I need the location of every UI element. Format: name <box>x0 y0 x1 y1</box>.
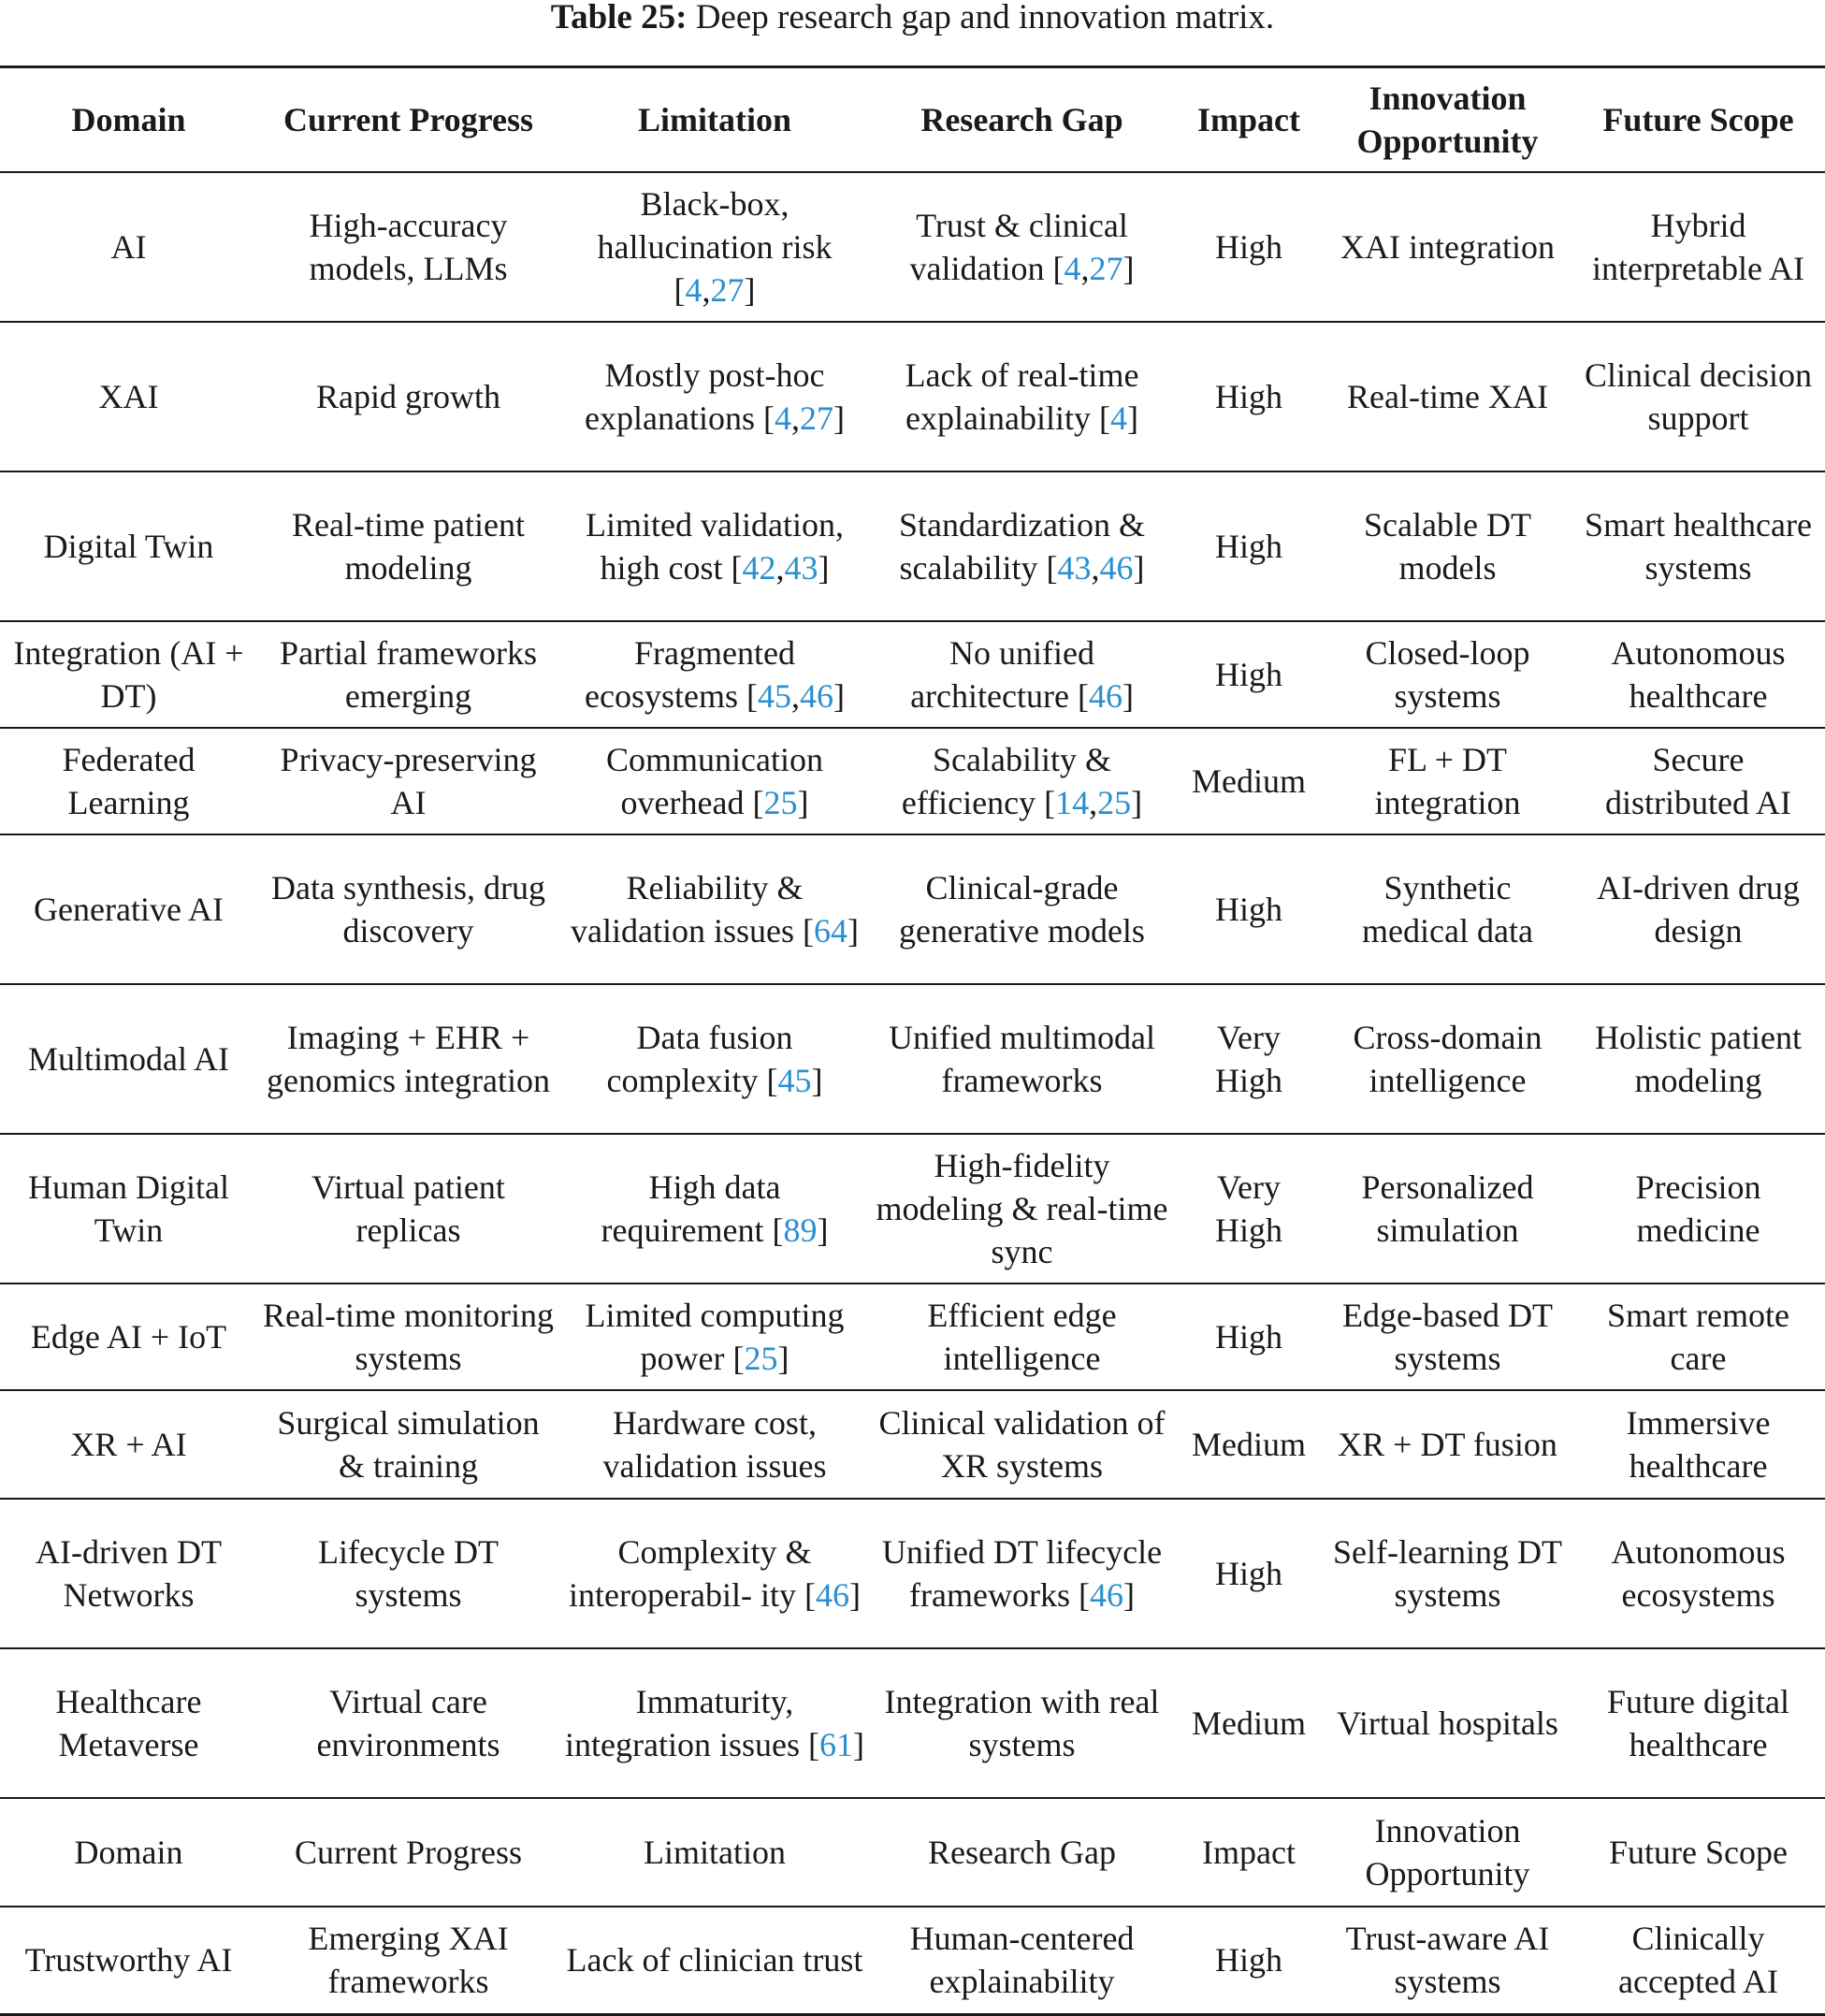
cell-innovation-opportunity: Trust-aware AI systems <box>1324 1907 1572 2015</box>
cell-innovation-opportunity <box>1324 621 1572 728</box>
cell-innovation-opportunity <box>1324 1648 1572 1798</box>
cell-text: Autonomous ecosystems <box>1611 1532 1786 1614</box>
cell-future-scope <box>1572 984 1825 1134</box>
cell-text: Clinical-grade generative models <box>899 868 1145 950</box>
cell-domain <box>0 471 257 621</box>
citation-link[interactable]: 43 <box>1057 548 1092 587</box>
cell-text: , <box>790 676 800 715</box>
cell-limitation <box>559 172 870 322</box>
cell-future-scope <box>1572 1648 1825 1798</box>
cell-text: ] <box>744 270 756 309</box>
citation-link[interactable]: 25 <box>744 1339 778 1377</box>
cell-limitation <box>559 984 870 1134</box>
cell-text: Medium <box>1192 1425 1306 1463</box>
table-row <box>0 984 1825 1134</box>
cell-text: ] <box>1123 1575 1135 1614</box>
cell-domain <box>0 728 257 834</box>
citation-link[interactable]: 45 <box>777 1061 812 1099</box>
cell-text: ] <box>1131 783 1143 821</box>
cell-innovation-opportunity <box>1324 1390 1572 1499</box>
cell-text: High-fidelity modeling & real-time sync <box>876 1146 1168 1270</box>
cell-current-progress <box>257 322 559 471</box>
cell-future-scope <box>1572 834 1825 984</box>
cell-domain <box>0 621 257 728</box>
cell-text: AI <box>110 227 147 266</box>
citation-link[interactable]: 61 <box>818 1725 853 1763</box>
repeat-header-research-gap: Research Gap <box>870 1798 1174 1907</box>
cell-innovation-opportunity <box>1324 728 1572 834</box>
cell-current-progress: Emerging XAI frameworks <box>257 1907 559 2015</box>
cell-text: Hybrid interpretable AI <box>1592 206 1804 287</box>
cell-text: Virtual hospitals <box>1337 1704 1558 1742</box>
cell-text: , <box>1091 548 1100 587</box>
cell-text: Reliability & validation issues [ <box>571 868 814 950</box>
cell-text: Synthetic medical data <box>1362 868 1533 950</box>
cell-impact <box>1174 1134 1324 1284</box>
repeat-header-domain: Domain <box>0 1798 257 1907</box>
cell-text: Medium <box>1192 1704 1306 1742</box>
cell-text: Virtual patient replicas <box>311 1168 505 1249</box>
cell-text: FL + DT integration <box>1374 740 1521 821</box>
cell-text: No unified architecture [ <box>910 633 1094 715</box>
cell-text: High <box>1215 890 1282 928</box>
citation-link[interactable]: 46 <box>1089 1575 1123 1614</box>
cell-research-gap: Human-centered explainability <box>870 1907 1174 2015</box>
cell-limitation <box>559 1284 870 1390</box>
cell-research-gap <box>870 1648 1174 1798</box>
cell-text: ] <box>852 1725 864 1763</box>
cell-research-gap <box>870 1499 1174 1648</box>
repeat-header-impact: Impact <box>1174 1798 1324 1907</box>
cell-domain <box>0 984 257 1134</box>
cell-text: Scalability & efficiency [ <box>901 740 1111 821</box>
cell-current-progress <box>257 172 559 322</box>
citation-link[interactable]: 25 <box>763 783 798 821</box>
cell-text: Trust & clinical validation [ <box>909 206 1128 287</box>
cell-text: Efficient edge intelligence <box>927 1296 1117 1377</box>
cell-future-scope <box>1572 1284 1825 1390</box>
cell-text: Partial frameworks emerging <box>280 633 537 715</box>
cell-text: Scalable DT models <box>1364 505 1531 587</box>
citation-link[interactable]: 14 <box>1055 783 1090 821</box>
cell-text: Unified multimodal frameworks <box>889 1018 1155 1099</box>
cell-text: Very High <box>1215 1018 1282 1099</box>
cell-future-scope <box>1572 1390 1825 1499</box>
table-row <box>0 1648 1825 1798</box>
cell-research-gap <box>870 1390 1174 1499</box>
header-limitation: Limitation <box>559 67 870 172</box>
cell-domain <box>0 172 257 322</box>
cell-innovation-opportunity <box>1324 834 1572 984</box>
cell-text: Data fusion complexity [ <box>606 1018 793 1099</box>
cell-text: ] <box>797 783 809 821</box>
header-innovation-opportunity: Innovation Opportunity <box>1324 67 1572 172</box>
cell-future-scope <box>1572 1134 1825 1284</box>
cell-text: Privacy-preserving AI <box>280 740 537 821</box>
cell-text: Real-time monitoring systems <box>263 1296 554 1377</box>
table-row <box>0 1134 1825 1284</box>
cell-text: High <box>1215 227 1282 266</box>
cell-text: Personalized simulation <box>1361 1168 1534 1249</box>
citation-link[interactable]: 27 <box>799 399 833 437</box>
cell-research-gap <box>870 834 1174 984</box>
cell-text: Very High <box>1215 1168 1282 1249</box>
cell-text: Multimodal AI <box>28 1039 229 1078</box>
cell-text: , <box>775 548 785 587</box>
cell-domain <box>0 1134 257 1284</box>
table-row <box>0 621 1825 728</box>
cell-impact <box>1174 1648 1324 1798</box>
cell-domain <box>0 834 257 984</box>
cell-current-progress <box>257 1390 559 1499</box>
cell-text: Cross-domain intelligence <box>1353 1018 1543 1099</box>
cell-limitation <box>559 728 870 834</box>
cell-text: Self-learning DT systems <box>1333 1532 1562 1614</box>
header-future-scope: Future Scope <box>1572 67 1825 172</box>
cell-research-gap <box>870 1284 1174 1390</box>
cell-limitation <box>559 1134 870 1284</box>
table-caption-text: Deep research gap and innovation matrix. <box>687 0 1275 36</box>
cell-future-scope <box>1572 621 1825 728</box>
cell-research-gap <box>870 322 1174 471</box>
repeat-header-innovation-opportunity: Innovation Opportunity <box>1324 1798 1572 1907</box>
header-row <box>0 67 1825 172</box>
table-row <box>0 1499 1825 1648</box>
cell-domain: Trustworthy AI <box>0 1907 257 2015</box>
cell-text: Fragmented ecosystems [ <box>585 633 795 715</box>
cell-future-scope <box>1572 322 1825 471</box>
cell-text: Smart healthcare systems <box>1585 505 1812 587</box>
cell-future-scope <box>1572 728 1825 834</box>
cell-research-gap <box>870 1134 1174 1284</box>
cell-current-progress <box>257 1648 559 1798</box>
citation-link[interactable]: 42 <box>742 548 776 587</box>
repeat-header-future-scope: Future Scope <box>1572 1798 1825 1907</box>
cell-text: Edge AI + IoT <box>30 1317 227 1356</box>
cell-research-gap <box>870 471 1174 621</box>
cell-text: Complexity & interoperabil- ity [ <box>569 1532 816 1614</box>
cell-future-scope: Clinically accepted AI <box>1572 1907 1825 2015</box>
cell-limitation <box>559 1648 870 1798</box>
cell-text: Black-box, hallucination risk [ <box>597 184 833 309</box>
cell-text: Real-time XAI <box>1347 377 1548 415</box>
cell-text: Limited computing power [ <box>585 1296 845 1377</box>
cell-text: Holistic patient modeling <box>1595 1018 1802 1099</box>
citation-link[interactable]: 27 <box>710 270 745 309</box>
cell-text: Communication overhead [ <box>606 740 823 821</box>
cell-domain <box>0 1499 257 1648</box>
citation-link[interactable]: 4 <box>685 270 702 309</box>
cell-text: Hardware cost, validation issues <box>602 1403 827 1485</box>
cell-text: Smart remote care <box>1607 1296 1789 1377</box>
cell-limitation <box>559 322 870 471</box>
citation-link[interactable]: 46 <box>799 676 833 715</box>
cell-research-gap <box>870 621 1174 728</box>
cell-text: Unified DT lifecycle frameworks [ <box>881 1532 1163 1614</box>
cell-text: High data requirement [ <box>601 1168 784 1249</box>
cell-text: Closed-loop systems <box>1365 633 1530 715</box>
cell-innovation-opportunity <box>1324 172 1572 322</box>
cell-innovation-opportunity <box>1324 1499 1572 1648</box>
cell-text: Surgical simulation & training <box>277 1403 540 1485</box>
cell-text: Immersive healthcare <box>1626 1403 1771 1485</box>
cell-limitation <box>559 1499 870 1648</box>
cell-limitation: Lack of clinician trust <box>559 1907 870 2015</box>
cell-innovation-opportunity <box>1324 322 1572 471</box>
cell-domain <box>0 1648 257 1798</box>
table-row <box>0 1907 1825 2015</box>
cell-text: High <box>1215 1554 1282 1592</box>
cell-text: Precision medicine <box>1635 1168 1761 1249</box>
cell-innovation-opportunity <box>1324 1134 1572 1284</box>
cell-text: Limited validation, high cost [ <box>586 505 844 587</box>
cell-current-progress <box>257 621 559 728</box>
cell-text: Autonomous healthcare <box>1611 633 1786 715</box>
cell-text: Secure distributed AI <box>1605 740 1791 821</box>
table-row <box>0 172 1825 322</box>
header-impact: Impact <box>1174 67 1324 172</box>
cell-text: Virtual care environments <box>316 1682 500 1763</box>
cell-text: ] <box>811 1061 823 1099</box>
table-body <box>0 172 1825 1798</box>
cell-text: Imaging + EHR + genomics integration <box>267 1018 550 1099</box>
cell-research-gap <box>870 728 1174 834</box>
cell-text: XAI <box>98 377 159 415</box>
cell-text: Data synthesis, drug discovery <box>271 868 545 950</box>
table-row <box>0 834 1825 984</box>
cell-limitation <box>559 621 870 728</box>
cell-domain <box>0 1390 257 1499</box>
cell-text: ] <box>847 911 859 950</box>
cell-impact <box>1174 621 1324 728</box>
citation-link[interactable]: 27 <box>1089 249 1123 287</box>
table-row <box>0 1390 1825 1499</box>
cell-text: ] <box>833 399 845 437</box>
table-caption <box>0 0 1825 36</box>
cell-text: XR + DT fusion <box>1338 1425 1557 1463</box>
cell-text: Human Digital Twin <box>28 1168 229 1249</box>
cell-text: Future digital healthcare <box>1607 1682 1789 1763</box>
cell-text: ] <box>1122 676 1134 715</box>
cell-text: Standardization & scalability [ <box>899 505 1145 587</box>
cell-text: Generative AI <box>34 890 224 928</box>
table-row <box>0 322 1825 471</box>
cell-innovation-opportunity <box>1324 1284 1572 1390</box>
cell-text: , <box>1089 783 1098 821</box>
cell-limitation <box>559 834 870 984</box>
table-row <box>0 471 1825 621</box>
cell-future-scope <box>1572 1499 1825 1648</box>
cell-text: ] <box>817 1211 829 1249</box>
cell-text: ] <box>1133 548 1145 587</box>
cell-impact <box>1174 728 1324 834</box>
cell-research-gap <box>870 172 1174 322</box>
citation-link[interactable]: 4 <box>1109 399 1127 437</box>
citation-link[interactable]: 46 <box>1088 676 1123 715</box>
citation-link[interactable]: 25 <box>1097 783 1132 821</box>
cell-text: Edge-based DT systems <box>1342 1296 1553 1377</box>
cell-text: High <box>1215 655 1282 693</box>
citation-link[interactable]: 46 <box>815 1575 849 1614</box>
cell-impact: High <box>1174 1907 1324 2015</box>
cell-domain <box>0 322 257 471</box>
cell-text: AI-driven drug design <box>1597 868 1800 950</box>
cell-current-progress <box>257 471 559 621</box>
cell-impact <box>1174 322 1324 471</box>
cell-text: Integration (AI + DT) <box>13 633 244 715</box>
cell-text: , <box>702 270 711 309</box>
repeat-header-current-progress: Current Progress <box>257 1798 559 1907</box>
cell-text: Integration with real systems <box>884 1682 1160 1763</box>
cell-text: Digital Twin <box>43 527 214 565</box>
cell-impact <box>1174 1284 1324 1390</box>
cell-current-progress <box>257 728 559 834</box>
cell-text: Mostly post-hoc explanations [ <box>585 355 825 437</box>
cell-text: ] <box>848 1575 861 1614</box>
cell-text: Immaturity, integration issues [ <box>565 1682 819 1763</box>
cell-text: High <box>1215 1317 1282 1356</box>
cell-text: ] <box>833 676 845 715</box>
cell-impact <box>1174 984 1324 1134</box>
cell-text: XR + AI <box>70 1425 187 1463</box>
cell-text: , <box>790 399 800 437</box>
citation-link[interactable]: 45 <box>757 676 791 715</box>
cell-current-progress <box>257 1284 559 1390</box>
cell-current-progress <box>257 984 559 1134</box>
citation-link[interactable]: 89 <box>783 1211 818 1249</box>
cell-innovation-opportunity <box>1324 984 1572 1134</box>
cell-text: Healthcare Metaverse <box>55 1682 202 1763</box>
cell-text: ] <box>818 548 830 587</box>
citation-link[interactable]: 4 <box>774 399 791 437</box>
cell-impact <box>1174 172 1324 322</box>
research-gap-table <box>0 65 1825 2016</box>
citation-link[interactable]: 43 <box>784 548 818 587</box>
cell-impact <box>1174 471 1324 621</box>
cell-text: Lifecycle DT systems <box>318 1532 499 1614</box>
cell-current-progress <box>257 1134 559 1284</box>
cell-text: Clinical validation of XR systems <box>878 1403 1166 1485</box>
cell-text: ] <box>1123 249 1135 287</box>
header-current-progress: Current Progress <box>257 67 559 172</box>
cell-innovation-opportunity <box>1324 471 1572 621</box>
cell-text: Federated Learning <box>62 740 196 821</box>
cell-future-scope <box>1572 471 1825 621</box>
citation-link[interactable]: 4 <box>1064 249 1081 287</box>
cell-text: High <box>1215 527 1282 565</box>
cell-text: Lack of real-time explainability [ <box>905 355 1139 437</box>
citation-link[interactable]: 64 <box>813 911 847 950</box>
cell-current-progress <box>257 834 559 984</box>
cell-text: Medium <box>1192 761 1306 800</box>
table-row <box>0 728 1825 834</box>
cell-text: ] <box>777 1339 789 1377</box>
cell-text: , <box>1080 249 1090 287</box>
table-caption-label: Table 25: <box>550 0 688 36</box>
cell-future-scope <box>1572 172 1825 322</box>
cell-domain <box>0 1284 257 1390</box>
repeat-header-limitation: Limitation <box>559 1798 870 1907</box>
cell-impact <box>1174 834 1324 984</box>
cell-limitation <box>559 1390 870 1499</box>
header-domain: Domain <box>0 67 257 172</box>
cell-text: XAI integration <box>1340 227 1555 266</box>
table-row <box>0 1284 1825 1390</box>
cell-current-progress <box>257 1499 559 1648</box>
cell-text: Real-time patient modeling <box>292 505 525 587</box>
cell-text: Rapid growth <box>316 377 500 415</box>
header-research-gap: Research Gap <box>870 67 1174 172</box>
cell-impact <box>1174 1499 1324 1648</box>
cell-limitation <box>559 471 870 621</box>
cell-text: High <box>1215 377 1282 415</box>
citation-link[interactable]: 46 <box>1099 548 1134 587</box>
cell-text: Clinical decision support <box>1585 355 1812 437</box>
repeat-header-row <box>0 1798 1825 1907</box>
cell-text: ] <box>1126 399 1138 437</box>
cell-impact <box>1174 1390 1324 1499</box>
cell-text: High-accuracy models, LLMs <box>309 206 508 287</box>
cell-research-gap <box>870 984 1174 1134</box>
cell-text: AI-driven DT Networks <box>36 1532 222 1614</box>
